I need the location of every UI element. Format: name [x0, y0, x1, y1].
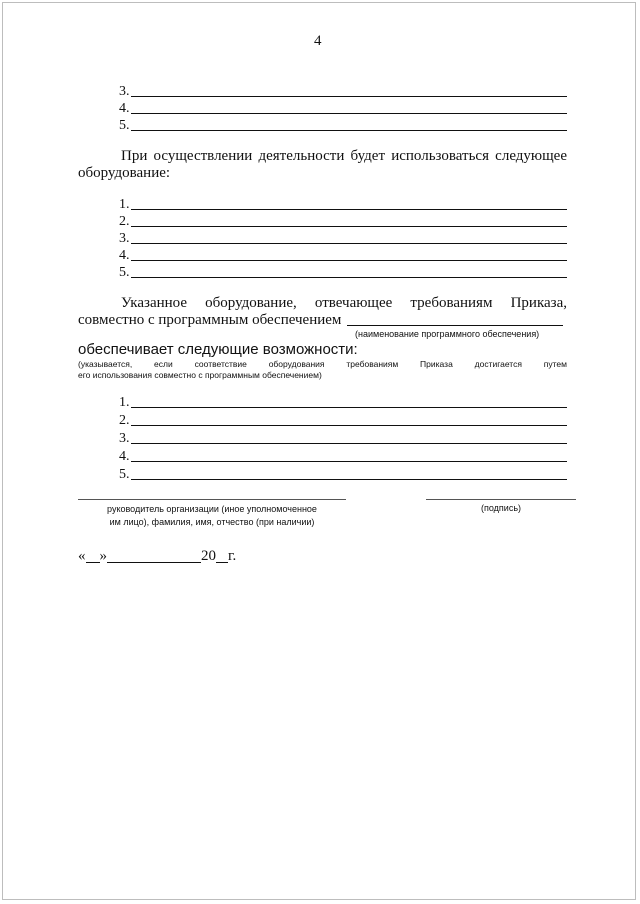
equipment-item-4	[119, 247, 567, 263]
list-item-number: 2.	[119, 214, 130, 229]
signatory-name-line	[78, 499, 346, 500]
list-item-number: 4.	[119, 101, 130, 116]
equipment-item-1	[119, 196, 567, 212]
date-open-quote: «	[78, 548, 86, 564]
capability-item-5	[119, 466, 567, 482]
list-item-number: 5.	[119, 467, 130, 482]
blank-line	[131, 113, 568, 114]
equipment-item-2	[119, 213, 567, 229]
equipment-paragraph-line2: оборудование:	[78, 165, 171, 181]
year-blank	[216, 548, 228, 563]
document-page	[2, 2, 636, 900]
year-prefix: 20	[201, 548, 216, 564]
capability-item-2	[119, 412, 567, 428]
blank-line	[131, 407, 568, 408]
blank-line	[131, 243, 568, 244]
list-item-number: 5.	[119, 265, 130, 280]
list-item-number: 4.	[119, 449, 130, 464]
blank-line	[131, 425, 568, 426]
blank-line	[131, 96, 568, 97]
top-list-item-3	[119, 83, 567, 99]
blank-line	[131, 461, 568, 462]
list-item-number: 1.	[119, 395, 130, 410]
list-item-number: 1.	[119, 197, 130, 212]
requirement-hint-line1: (указывается, если соответствие оборудования требованиям Приказа достигается путем	[78, 359, 567, 369]
list-item-number: 5.	[119, 118, 130, 133]
equipment-item-5	[119, 264, 567, 280]
signatory-label-line1: руководитель организации (иное уполномоченное	[107, 504, 317, 514]
equipment-paragraph-line1: При осуществлении деятельности будет использоваться следующее	[121, 148, 567, 164]
year-suffix: г.	[228, 548, 237, 564]
day-blank	[86, 548, 100, 563]
blank-line	[131, 209, 568, 210]
requirement-hint-line2: его использования совместно с программным обеспечением)	[78, 370, 322, 380]
capabilities-paragraph-line2: совместно с программным обеспечением	[78, 312, 342, 328]
blank-line	[131, 226, 568, 227]
software-name-blank	[347, 325, 563, 326]
blank-line	[131, 277, 568, 278]
blank-line	[131, 130, 568, 131]
capability-item-1	[119, 394, 567, 410]
signature-label: (подпись)	[480, 503, 522, 513]
blank-line	[131, 443, 568, 444]
signatory-label-line2: им лицо), фамилия, имя, отчество (при наличии)	[109, 517, 315, 527]
software-name-hint: (наименование программного обеспечения)	[355, 329, 540, 339]
list-item-number: 3.	[119, 231, 130, 246]
date-close-quote: »	[99, 548, 107, 564]
capability-item-4	[119, 448, 567, 464]
blank-line	[131, 260, 568, 261]
list-item-number: 3.	[119, 84, 130, 99]
date-line	[78, 548, 236, 565]
capabilities-paragraph-line1: Указанное оборудование, отвечающее требованиям Приказа,	[121, 295, 567, 311]
signatory-label	[86, 503, 338, 529]
equipment-item-3	[119, 230, 567, 246]
top-list-item-5	[119, 117, 567, 133]
capability-item-3	[119, 430, 567, 446]
capabilities-paragraph-line3: обеспечивает следующие возможности:	[78, 341, 358, 358]
top-list-item-4	[119, 100, 567, 116]
list-item-number: 3.	[119, 431, 130, 446]
list-item-number: 4.	[119, 248, 130, 263]
signature-line	[426, 499, 576, 500]
page-number: 4	[314, 33, 322, 49]
blank-line	[131, 479, 568, 480]
list-item-number: 2.	[119, 413, 130, 428]
month-blank	[107, 548, 201, 563]
